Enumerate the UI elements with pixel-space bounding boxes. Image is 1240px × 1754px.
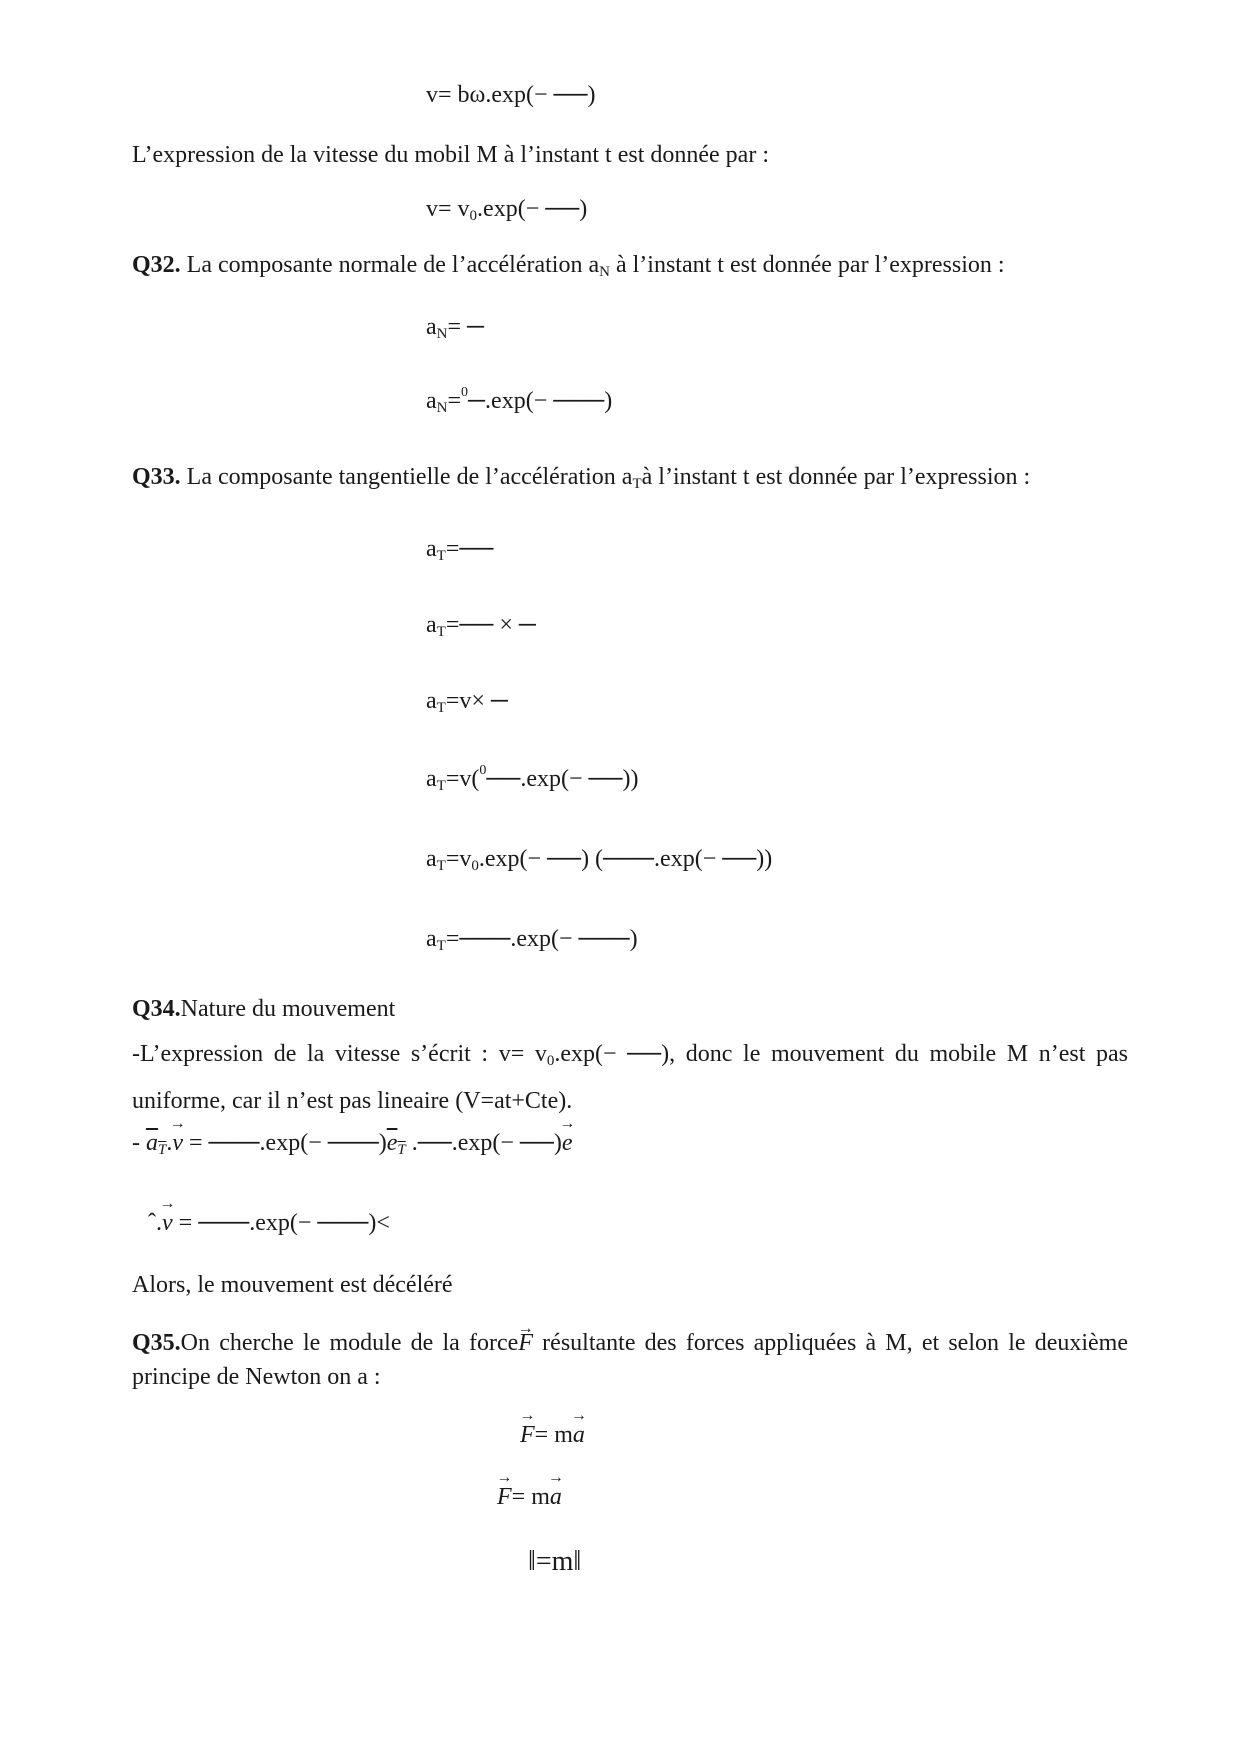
dot-product-1 (132, 1128, 573, 1161)
q32-text-post: à l’instant t est donnée par l’expression : (609, 252, 1005, 278)
dot1-a-sub: T (158, 1142, 167, 1158)
an-eq-2-mid: = (447, 388, 462, 414)
at-eq-1-post: =── (445, 536, 494, 562)
an-eq-2-tiny: 0 (461, 385, 469, 400)
q34-title: Nature du mouvement (180, 996, 396, 1022)
at-eq-4-mid: =v( (445, 766, 480, 792)
at-eq-2-sub: T (436, 624, 446, 640)
at-eq-2-pre: a (426, 612, 437, 638)
at-eq-4-pre: a (426, 766, 437, 792)
dot1-dot: . (166, 1130, 173, 1156)
newton-eq-2-a: → a (550, 1482, 562, 1513)
q34-paragraph (132, 1034, 1128, 1121)
velocity-eq-2-pre: v= v (426, 196, 470, 222)
at-eq-3 (426, 686, 508, 719)
q34-p1-post: .exp(− ──), donc le mouvement du mobile M n’est pas uniforme, car il n’est pas lineaire (V=at+Cte). (132, 1041, 1128, 1114)
an-eq-1-sub: N (436, 326, 448, 342)
q33-label: Q33. (132, 464, 181, 490)
dot1-a: $\overline{a}$ (146, 1130, 158, 1156)
q33-text-pre: La composante tangentielle de l’accélération a (180, 464, 633, 490)
deceleration-text: Alors, le mouvement est décéléré (132, 1272, 453, 1298)
q34-heading (132, 994, 395, 1025)
newton-eq-1 (520, 1420, 585, 1451)
q34-p1-sub: 0 (546, 1053, 555, 1069)
velocity-eq-2-sub: 0 (469, 208, 478, 224)
dot1-v: → v (172, 1128, 183, 1159)
dot2-v: → v (162, 1208, 173, 1239)
q32-paragraph (132, 250, 1005, 283)
deceleration-conclusion (132, 1270, 453, 1301)
q35-text-pre: On cherche le module de la force (180, 1330, 519, 1356)
dot1-e-sub: T (397, 1142, 406, 1158)
at-eq-5-sub: T (436, 858, 446, 874)
at-eq-6-sub: T (436, 938, 446, 954)
dot2-pre: ˆ. (148, 1210, 162, 1236)
newton-eq-3-text: ‖=m‖ (528, 1546, 582, 1577)
at-eq-5-sub2: 0 (471, 858, 479, 874)
at-eq-3-post: =v× ─ (445, 688, 508, 714)
newton-eq-2-F: → F (497, 1482, 512, 1513)
at-eq-3-pre: a (426, 688, 437, 714)
at-eq-2-post: =── × ─ (445, 612, 536, 638)
q35-paragraph (132, 1326, 1128, 1394)
newton-eq-2-mid: = m (511, 1484, 550, 1510)
q32-text-pre: La composante normale de l’accélération a (180, 252, 600, 278)
an-eq-1 (426, 312, 484, 345)
q35-text-post: résultante des forces appliquées à M, et selon le deuxième principe de Newton on a : (132, 1330, 1128, 1390)
at-eq-6-post: =───.exp(− ───) (445, 926, 638, 952)
dot1-e2: → e (562, 1128, 573, 1159)
at-eq-1-sub: T (436, 548, 446, 564)
q35-label: Q35. (132, 1330, 181, 1356)
q33-sub: T (632, 476, 642, 492)
velocity-eq-1-text: v= bω.exp(− ──) (426, 82, 596, 108)
at-eq-3-sub: T (436, 700, 446, 716)
at-eq-2 (426, 610, 536, 643)
at-eq-4-post: ──.exp(− ──)) (486, 766, 639, 792)
velocity-eq-1 (426, 80, 596, 111)
at-eq-5-post: .exp(− ──) (───.exp(− ──)) (478, 846, 773, 872)
at-eq-5-mid: =v (445, 846, 472, 872)
newton-eq-1-a: → a (573, 1420, 585, 1451)
velocity-eq-2 (426, 194, 587, 227)
at-eq-1-pre: a (426, 536, 437, 562)
velocity-intro (132, 140, 769, 171)
dot1-dash: - (132, 1130, 146, 1156)
an-eq-2 (426, 384, 612, 419)
at-eq-5 (426, 844, 772, 877)
an-eq-2-pre: a (426, 388, 437, 414)
dot1-post: .──.exp(− ──) (405, 1130, 562, 1156)
an-eq-2-sub: N (436, 400, 448, 416)
newton-eq-3 (528, 1544, 581, 1580)
an-eq-2-post: ─.exp(− ───) (468, 388, 613, 414)
velocity-intro-text: L’expression de la vitesse du mobil M à l’instant t est donnée par : (132, 142, 769, 168)
an-eq-1-pre: a (426, 314, 437, 340)
q32-label: Q32. (132, 252, 181, 278)
q34-p1-pre: -L’expression de la vitesse s’écrit : v= v (132, 1041, 547, 1067)
at-eq-4 (426, 762, 639, 797)
dot1-e: $\overline{e}$ (386, 1130, 398, 1156)
at-eq-4-tiny: 0 (479, 763, 487, 778)
q33-text-post: à l’instant t est donnée par l’expression : (641, 464, 1031, 490)
velocity-eq-2-post: .exp(− ──) (477, 196, 588, 222)
q32-sub: N (599, 264, 610, 280)
newton-eq-1-mid: = m (534, 1422, 573, 1448)
at-eq-6-pre: a (426, 926, 437, 952)
q33-paragraph (132, 462, 1030, 495)
dot1-mid: = ───.exp(− ───) (183, 1130, 387, 1156)
at-eq-1 (426, 534, 493, 567)
newton-eq-2 (497, 1482, 562, 1513)
newton-eq-1-F: → F (520, 1420, 535, 1451)
at-eq-5-pre: a (426, 846, 437, 872)
at-eq-6 (426, 924, 638, 957)
dot-product-2 (148, 1208, 390, 1239)
an-eq-1-post: = ─ (447, 314, 485, 340)
dot2-post: = ───.exp(− ───)< (172, 1210, 390, 1236)
q35-force: → F (518, 1326, 533, 1360)
q34-label: Q34. (132, 996, 181, 1022)
at-eq-4-sub: T (436, 778, 446, 794)
